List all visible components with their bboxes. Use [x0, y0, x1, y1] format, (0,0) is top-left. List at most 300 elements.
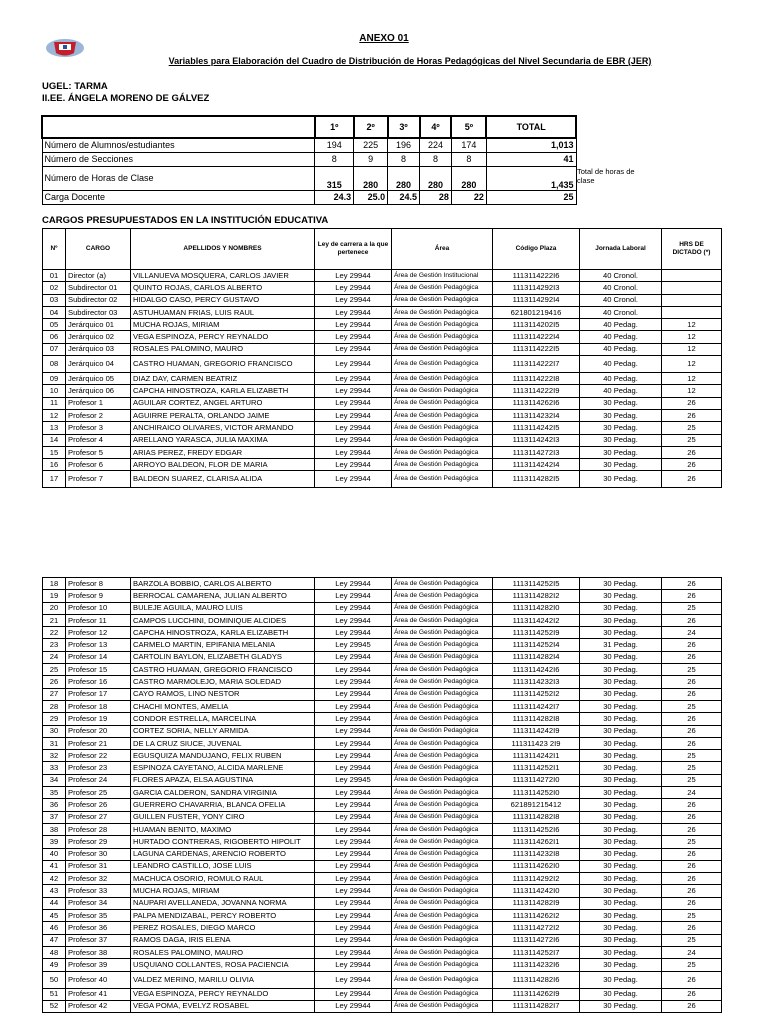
cell-post-code: 1113114272I3	[493, 446, 580, 458]
cell-teaching-hours: 25	[662, 959, 722, 971]
cell-teaching-hours: 25	[662, 422, 722, 434]
table-row	[43, 885, 722, 897]
cell-position: Profesor 34	[66, 897, 131, 909]
cell-row-number: 31	[43, 737, 66, 749]
cell-teaching-hours	[662, 270, 722, 282]
cell-row-number: 13	[43, 422, 66, 434]
cell-career-law: Ley 29944	[315, 282, 392, 294]
cell-position: Jerárquico 04	[66, 356, 131, 373]
cell-post-code: 1113114252I9	[493, 627, 580, 639]
cell-workday: 30 Pedag.	[580, 664, 662, 676]
cell-workday: 40 Cronol.	[580, 306, 662, 318]
table-row	[43, 471, 722, 488]
cell-position: Profesor 30	[66, 848, 131, 860]
cell-career-law: Ley 29944	[315, 848, 392, 860]
cell-position: Jerárquico 06	[66, 385, 131, 397]
cell-position: Jerárquico 05	[66, 373, 131, 385]
cell-position: Profesor 42	[66, 1000, 131, 1012]
cell-workday: 30 Pedag.	[580, 799, 662, 811]
cell-area: Área de Gestión Pedagógica	[392, 946, 493, 958]
table-row	[43, 762, 722, 774]
cell-position: Profesor 14	[66, 651, 131, 663]
cell-area: Área de Gestión Pedagógica	[392, 725, 493, 737]
summary-cell: 280	[354, 166, 388, 190]
cell-full-name: MACHUCA OSORIO, ROMULO RAUL	[131, 873, 315, 885]
cell-position: Profesor 7	[66, 471, 131, 488]
cell-workday: 40 Pedag.	[580, 373, 662, 385]
cell-career-law: Ley 29944	[315, 664, 392, 676]
cell-full-name: PEREZ ROSALES, DIEGO MARCO	[131, 922, 315, 934]
cell-post-code: 1113114252I4	[493, 639, 580, 651]
cell-teaching-hours: 26	[662, 688, 722, 700]
cell-area: Área de Gestión Pedagógica	[392, 848, 493, 860]
cell-area: Área de Gestión Pedagógica	[392, 306, 493, 318]
cell-row-number: 38	[43, 823, 66, 835]
cell-full-name: NAUPARI AVELLANEDA, JOVANNA NORMA	[131, 897, 315, 909]
cell-full-name: LEANDRO CASTILLO, JOSE LUIS	[131, 860, 315, 872]
cell-workday: 30 Pedag.	[580, 897, 662, 909]
cell-teaching-hours: 25	[662, 602, 722, 614]
cell-teaching-hours: 25	[662, 836, 722, 848]
summary-row	[42, 152, 576, 166]
cell-area: Área de Gestión Pedagógica	[392, 897, 493, 909]
cell-position: Profesor 1	[66, 397, 131, 409]
cell-post-code: 1113114272I6	[493, 934, 580, 946]
cell-teaching-hours: 26	[662, 971, 722, 988]
cell-post-code: 1113114282I5	[493, 471, 580, 488]
cell-full-name: LAGUNA CARDENAS, ARENCIO ROBERTO	[131, 848, 315, 860]
cell-area: Área de Gestión Pedagógica	[392, 750, 493, 762]
cell-career-law: Ley 29944	[315, 725, 392, 737]
table-row	[43, 811, 722, 823]
cell-workday: 30 Pedag.	[580, 446, 662, 458]
cell-area: Área de Gestión Pedagógica	[392, 331, 493, 343]
cell-workday: 30 Pedag.	[580, 988, 662, 1000]
cell-full-name: DE LA CRUZ SIUCE, JUVENAL	[131, 737, 315, 749]
table-row	[43, 446, 722, 458]
cell-row-number: 37	[43, 811, 66, 823]
cell-teaching-hours: 25	[662, 934, 722, 946]
cell-career-law: Ley 29944	[315, 422, 392, 434]
cell-full-name: VILLANUEVA MOSQUERA, CARLOS JAVIER	[131, 270, 315, 282]
summary-row-label: Número de Alumnos/estudiantes	[42, 138, 315, 152]
staff-header-cell: Código Plaza	[493, 229, 580, 270]
cell-row-number: 22	[43, 627, 66, 639]
cell-area: Área de Gestión Pedagógica	[392, 676, 493, 688]
cell-full-name: BALDEON SUAREZ, CLARISA ALIDA	[131, 471, 315, 488]
cell-full-name: GUILLEN FUSTER, YONY CIRO	[131, 811, 315, 823]
cell-row-number: 06	[43, 331, 66, 343]
cell-career-law: Ley 29944	[315, 385, 392, 397]
cell-full-name: CAPCHA HINOSTROZA, KARLA ELIZABETH	[131, 385, 315, 397]
cell-position: Profesor 24	[66, 774, 131, 786]
cell-workday: 30 Pedag.	[580, 823, 662, 835]
table-row	[43, 873, 722, 885]
cell-workday: 30 Pedag.	[580, 578, 662, 590]
summary-row-total: 25	[486, 190, 576, 204]
cell-full-name: CASTRO HUAMAN, GREGORIO FRANCISCO	[131, 664, 315, 676]
cell-position: Profesor 6	[66, 459, 131, 471]
cell-workday: 40 Pedag.	[580, 356, 662, 373]
section-title: CARGOS PRESUPUESTADOS EN LA INSTITUCIÓN EDUCATIVA	[42, 215, 329, 226]
cell-position: Profesor 41	[66, 988, 131, 1000]
cell-post-code: 1113114262I0	[493, 860, 580, 872]
cell-career-law: Ley 29944	[315, 988, 392, 1000]
cell-row-number: 02	[43, 282, 66, 294]
cell-post-code: 1113114202I5	[493, 319, 580, 331]
cell-career-law: Ley 29944	[315, 409, 392, 421]
summary-row	[42, 190, 576, 204]
cell-post-code: 1113114282I6	[493, 971, 580, 988]
cell-career-law: Ley 29944	[315, 750, 392, 762]
staff-header-cell: Área	[392, 229, 493, 270]
summary-row-label: Carga Docente	[42, 190, 315, 204]
cell-full-name: FLORES APAZA, ELSA AGUSTINA	[131, 774, 315, 786]
cell-row-number: 10	[43, 385, 66, 397]
cell-area: Área de Gestión Pedagógica	[392, 774, 493, 786]
cell-post-code: 1113114242I4	[493, 459, 580, 471]
cell-career-law: Ley 29944	[315, 446, 392, 458]
cell-teaching-hours: 25	[662, 700, 722, 712]
table-row	[43, 627, 722, 639]
cell-post-code: 1113114252I1	[493, 762, 580, 774]
cell-position: Profesor 12	[66, 627, 131, 639]
cell-post-code: 1113114252I6	[493, 823, 580, 835]
cell-post-code: 1113114252I0	[493, 787, 580, 799]
cell-full-name: HURTADO CONTRERAS, RIGOBERTO HIPOLIT	[131, 836, 315, 848]
summary-header-grade-5: 5º	[451, 116, 486, 138]
summary-cell: 174	[451, 138, 486, 152]
cell-post-code: 1113114232I6	[493, 959, 580, 971]
cell-row-number: 14	[43, 434, 66, 446]
total-hours-note: Total de horas de clase	[577, 167, 635, 185]
cell-workday: 30 Pedag.	[580, 787, 662, 799]
table-row	[43, 725, 722, 737]
cell-teaching-hours: 26	[662, 811, 722, 823]
cell-workday: 30 Pedag.	[580, 959, 662, 971]
cell-position: Profesor 38	[66, 946, 131, 958]
summary-cell: 280	[420, 166, 452, 190]
cell-career-law: Ley 29945	[315, 774, 392, 786]
cell-row-number: 47	[43, 934, 66, 946]
cell-full-name: GUERRERO CHAVARRIA, BLANCA OFELIA	[131, 799, 315, 811]
cell-row-number: 03	[43, 294, 66, 306]
cell-position: Profesor 39	[66, 959, 131, 971]
cell-row-number: 17	[43, 471, 66, 488]
cell-workday: 30 Pedag.	[580, 725, 662, 737]
cell-full-name: HUAMAN BENITO, MAXIMO	[131, 823, 315, 835]
cell-area: Área de Gestión Pedagógica	[392, 885, 493, 897]
cell-position: Profesor 36	[66, 922, 131, 934]
cell-area: Área de Gestión Pedagógica	[392, 988, 493, 1000]
cell-area: Área de Gestión Pedagógica	[392, 434, 493, 446]
cell-full-name: CAMPOS LUCCHINI, DOMINIQUE ALCIDES	[131, 614, 315, 626]
cell-position: Profesor 35	[66, 910, 131, 922]
cell-full-name: BULEJE AGUILA, MAURO LUIS	[131, 602, 315, 614]
table-row	[43, 836, 722, 848]
cell-area: Área de Gestión Pedagógica	[392, 836, 493, 848]
table-row	[43, 373, 722, 385]
cell-career-law: Ley 29944	[315, 627, 392, 639]
cell-full-name: VEGA ESPINOZA, PERCY REYNALDO	[131, 331, 315, 343]
summary-row-total: 1,013	[486, 138, 576, 152]
cell-area: Área de Gestión Pedagógica	[392, 471, 493, 488]
cell-row-number: 11	[43, 397, 66, 409]
cell-row-number: 21	[43, 614, 66, 626]
cell-teaching-hours: 25	[662, 910, 722, 922]
table-row	[43, 799, 722, 811]
cell-row-number: 39	[43, 836, 66, 848]
staff-header-cell: CARGO	[66, 229, 131, 270]
cell-workday: 30 Pedag.	[580, 397, 662, 409]
summary-cell: 225	[354, 138, 388, 152]
table-row	[43, 988, 722, 1000]
table-row	[43, 737, 722, 749]
cell-row-number: 09	[43, 373, 66, 385]
cell-career-law: Ley 29944	[315, 676, 392, 688]
cell-row-number: 45	[43, 910, 66, 922]
cell-area: Área de Gestión Pedagógica	[392, 282, 493, 294]
cell-career-law: Ley 29944	[315, 373, 392, 385]
cell-workday: 30 Pedag.	[580, 885, 662, 897]
cell-post-code: 1113114292I2	[493, 873, 580, 885]
cell-area: Área de Gestión Pedagógica	[392, 910, 493, 922]
cell-workday: 40 Pedag.	[580, 343, 662, 355]
summary-cell: 28	[420, 190, 452, 204]
cell-career-law: Ley 29944	[315, 885, 392, 897]
cell-teaching-hours	[662, 294, 722, 306]
cell-row-number: 24	[43, 651, 66, 663]
cell-position: Subdirector 03	[66, 306, 131, 318]
table-row	[43, 578, 722, 590]
cell-teaching-hours: 26	[662, 848, 722, 860]
cell-post-code: 621801219416	[493, 306, 580, 318]
cell-career-law: Ley 29944	[315, 922, 392, 934]
cell-workday: 30 Pedag.	[580, 922, 662, 934]
cell-career-law: Ley 29944	[315, 959, 392, 971]
table-row	[43, 971, 722, 988]
cell-row-number: 26	[43, 676, 66, 688]
summary-cell: 9	[354, 152, 388, 166]
cell-post-code: 1113114242I2	[493, 614, 580, 626]
cell-position: Profesor 25	[66, 787, 131, 799]
cell-full-name: QUINTO ROJAS, CARLOS ALBERTO	[131, 282, 315, 294]
table-row	[43, 590, 722, 602]
cell-area: Área de Gestión Pedagógica	[392, 639, 493, 651]
cell-row-number: 36	[43, 799, 66, 811]
table-row	[43, 676, 722, 688]
cell-teaching-hours: 12	[662, 331, 722, 343]
staff-table-page-1	[42, 228, 722, 488]
cell-workday: 30 Pedag.	[580, 774, 662, 786]
cell-area: Área de Gestión Pedagógica	[392, 860, 493, 872]
cell-row-number: 33	[43, 762, 66, 774]
cell-teaching-hours: 26	[662, 639, 722, 651]
summary-cell: 8	[388, 152, 420, 166]
summary-cell: 194	[315, 138, 354, 152]
cell-career-law: Ley 29944	[315, 434, 392, 446]
cell-teaching-hours: 12	[662, 343, 722, 355]
cell-workday: 30 Pedag.	[580, 434, 662, 446]
cell-teaching-hours: 24	[662, 946, 722, 958]
cell-row-number: 20	[43, 602, 66, 614]
cell-post-code: 1113114232I8	[493, 848, 580, 860]
table-row	[43, 688, 722, 700]
cell-position: Profesor 40	[66, 971, 131, 988]
cell-post-code: 1113114252I7	[493, 946, 580, 958]
cell-area: Área de Gestión Pedagógica	[392, 373, 493, 385]
cell-post-code: 1113114282I8	[493, 811, 580, 823]
cell-teaching-hours: 26	[662, 897, 722, 909]
cell-post-code: 1113114282I2	[493, 590, 580, 602]
summary-cell: 8	[451, 152, 486, 166]
table-row	[43, 282, 722, 294]
cell-full-name: VEGA POMA, EVELYZ ROSABEL	[131, 1000, 315, 1012]
cell-post-code: 1113114222I5	[493, 343, 580, 355]
cell-post-code: 1113114242I9	[493, 725, 580, 737]
summary-cell: 196	[388, 138, 420, 152]
table-row	[43, 897, 722, 909]
cell-full-name: MUCHA ROJAS, MIRIAM	[131, 319, 315, 331]
cell-workday: 30 Pedag.	[580, 750, 662, 762]
summary-cell: 280	[451, 166, 486, 190]
cell-post-code: 1113114272I0	[493, 774, 580, 786]
cell-area: Área de Gestión Pedagógica	[392, 343, 493, 355]
cell-career-law: Ley 29944	[315, 700, 392, 712]
cell-row-number: 23	[43, 639, 66, 651]
summary-row-total: 41	[486, 152, 576, 166]
cell-workday: 40 Cronol.	[580, 270, 662, 282]
cell-area: Área de Gestión Pedagógica	[392, 664, 493, 676]
cell-full-name: CAPCHA HINOSTROZA, KARLA ELIZABETH	[131, 627, 315, 639]
table-row	[43, 860, 722, 872]
cell-workday: 40 Pedag.	[580, 319, 662, 331]
cell-teaching-hours: 26	[662, 651, 722, 663]
cell-career-law: Ley 29944	[315, 1000, 392, 1012]
cell-teaching-hours: 26	[662, 988, 722, 1000]
cell-area: Área de Gestión Pedagógica	[392, 787, 493, 799]
cell-position: Profesor 15	[66, 664, 131, 676]
cell-post-code: 111311423 2I9	[493, 737, 580, 749]
cell-area: Área de Gestión Pedagógica	[392, 614, 493, 626]
cell-row-number: 40	[43, 848, 66, 860]
table-row	[43, 459, 722, 471]
cell-teaching-hours: 25	[662, 762, 722, 774]
cell-area: Área de Gestión Pedagógica	[392, 934, 493, 946]
cell-workday: 30 Pedag.	[580, 860, 662, 872]
cell-career-law: Ley 29944	[315, 459, 392, 471]
cell-row-number: 52	[43, 1000, 66, 1012]
staff-header-cell: Jornada Laboral	[580, 229, 662, 270]
cell-career-law: Ley 29944	[315, 787, 392, 799]
cell-full-name: ARIAS PEREZ, FREDY EDGAR	[131, 446, 315, 458]
cell-full-name: CASTRO MARMOLEJO, MARIA SOLEDAD	[131, 676, 315, 688]
cell-area: Área de Gestión Pedagógica	[392, 459, 493, 471]
cell-teaching-hours: 26	[662, 873, 722, 885]
cell-row-number: 27	[43, 688, 66, 700]
cell-full-name: GARCIA CALDERON, SANDRA VIRGINIA	[131, 787, 315, 799]
cell-workday: 30 Pedag.	[580, 409, 662, 421]
cell-position: Profesor 5	[66, 446, 131, 458]
summary-cell: 24.5	[388, 190, 420, 204]
table-row	[43, 306, 722, 318]
cell-position: Profesor 22	[66, 750, 131, 762]
cell-teaching-hours: 26	[662, 409, 722, 421]
cell-workday: 30 Pedag.	[580, 848, 662, 860]
cell-post-code: 1113114222I9	[493, 385, 580, 397]
table-row	[43, 356, 722, 373]
cell-row-number: 12	[43, 409, 66, 421]
cell-career-law: Ley 29944	[315, 737, 392, 749]
cell-career-law: Ley 29944	[315, 356, 392, 373]
cell-full-name: AGUIRRE PERALTA, ORLANDO JAIME	[131, 409, 315, 421]
cell-position: Profesor 27	[66, 811, 131, 823]
table-row	[43, 343, 722, 355]
table-row	[43, 946, 722, 958]
cell-row-number: 41	[43, 860, 66, 872]
cell-teaching-hours: 24	[662, 627, 722, 639]
summary-cell: 24.3	[315, 190, 354, 204]
cell-teaching-hours: 26	[662, 459, 722, 471]
cell-full-name: MUCHA ROJAS, MIRIAM	[131, 885, 315, 897]
table-row	[43, 1000, 722, 1012]
cell-workday: 30 Pedag.	[580, 762, 662, 774]
table-row	[43, 614, 722, 626]
cell-full-name: HIDALGO CASO, PERCY GUSTAVO	[131, 294, 315, 306]
cell-workday: 30 Pedag.	[580, 688, 662, 700]
summary-table	[41, 115, 577, 205]
cell-full-name: ESPINOZA CAYETANO, ALCIDA MARLENE	[131, 762, 315, 774]
cell-full-name: PALPA MENDIZABAL, PERCY ROBERTO	[131, 910, 315, 922]
cell-full-name: ASTUHUAMAN FRIAS, LUIS RAUL	[131, 306, 315, 318]
cell-post-code: 1113114282I0	[493, 602, 580, 614]
cell-post-code: 1113114252I5	[493, 578, 580, 590]
cell-post-code: 1113114242I7	[493, 700, 580, 712]
staff-header-cell: Nº	[43, 229, 66, 270]
cell-teaching-hours: 25	[662, 774, 722, 786]
cell-area: Área de Gestión Pedagógica	[392, 602, 493, 614]
cell-area: Área de Gestión Pedagógica	[392, 688, 493, 700]
cell-area: Área de Gestión Pedagógica	[392, 1000, 493, 1012]
cell-position: Profesor 26	[66, 799, 131, 811]
cell-career-law: Ley 29944	[315, 713, 392, 725]
cell-teaching-hours: 25	[662, 664, 722, 676]
cell-row-number: 51	[43, 988, 66, 1000]
cell-teaching-hours	[662, 282, 722, 294]
cell-post-code: 1113114252I2	[493, 688, 580, 700]
annex-title: ANEXO 01	[359, 33, 409, 44]
cell-teaching-hours: 26	[662, 860, 722, 872]
table-row	[43, 651, 722, 663]
cell-position: Profesor 9	[66, 590, 131, 602]
cell-teaching-hours: 26	[662, 397, 722, 409]
cell-position: Profesor 17	[66, 688, 131, 700]
cell-workday: 30 Pedag.	[580, 1000, 662, 1012]
cell-full-name: CHACHI MONTES, AMELIA	[131, 700, 315, 712]
cell-career-law: Ley 29944	[315, 578, 392, 590]
staff-header-cell: APELLIDOS Y NOMBRES	[131, 229, 315, 270]
cell-post-code: 1113114242I3	[493, 434, 580, 446]
cell-area: Área de Gestión Pedagógica	[392, 578, 493, 590]
cell-teaching-hours: 12	[662, 373, 722, 385]
table-row	[43, 823, 722, 835]
staff-header-cell: HRS DE DICTADO (*)	[662, 229, 722, 270]
summary-cell: 8	[315, 152, 354, 166]
cell-full-name: DIAZ DAY, CARMEN BEATRIZ	[131, 373, 315, 385]
cell-workday: 30 Pedag.	[580, 934, 662, 946]
cell-post-code: 1113114232I4	[493, 409, 580, 421]
cell-teaching-hours: 12	[662, 356, 722, 373]
